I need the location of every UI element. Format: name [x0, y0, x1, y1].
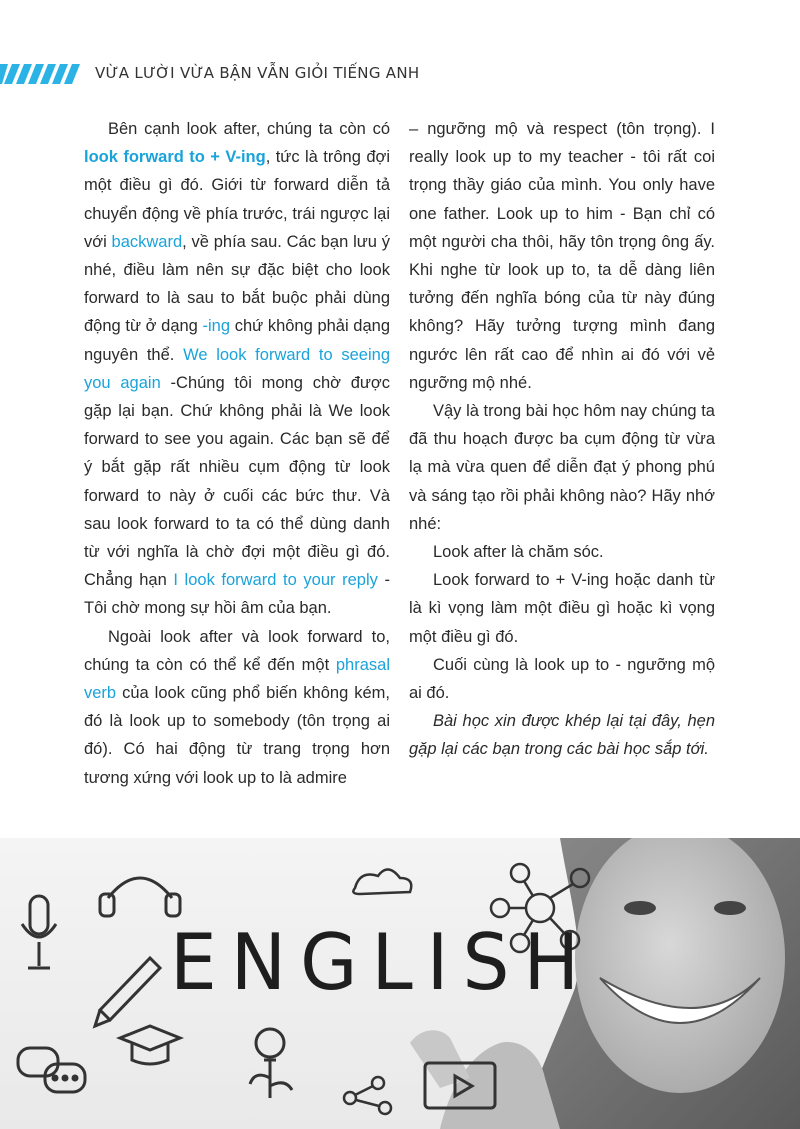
closing-paragraph: Bài học xin được khép lại tại đây, hẹn gặp lại các bạn trong các bài học sắp tới. — [409, 712, 715, 759]
book-title: VỪA LƯỜI VỪA BẬN VẪN GIỎI TIẾNG ANH — [95, 64, 420, 82]
paragraph: Cuối cùng là look up to - ngưỡng mộ ai đó. — [409, 655, 715, 703]
paragraph: Ngoài look after và look forward to, chúng ta còn có thể kể đến một phrasal verb của look cũng phổ biến không kém, đó là look up to somebody (tôn trọng ai đó). Có hai động từ trang trọng hơn tương xứng với look up to là admire — [84, 627, 390, 787]
chat-bubbles-icon — [18, 1048, 85, 1092]
illustration-photo — [0, 838, 800, 1129]
highlight-example: I look forward to your reply — [173, 571, 378, 590]
paragraph: Look after là chăm sóc. — [433, 543, 604, 562]
highlight-phrase: look forward to + V-ing — [84, 148, 266, 167]
highlight-word: backward — [111, 232, 183, 251]
left-column — [84, 115, 390, 792]
english-headline: ENGLISH — [170, 917, 594, 1009]
lightbulb-icon — [250, 1029, 292, 1098]
share-icon — [344, 1077, 391, 1114]
paragraph: – ngưỡng mộ và respect (tôn trọng). I really look up to my teacher - tôi rất coi trọng thầy giáo của mình. You only have one father. Look up to him - Bạn chỉ có một người cha thôi, hãy tôn trọng ông ấy. Khi nghe từ look up to, ta dễ dàng liên tưởng đến nghĩa bóng của từ này đúng không? Hãy tưởng tượng mình đang ngước lên rất cao để nhìn ai đó với vẻ ngưỡng mộ nhé. — [409, 120, 715, 392]
highlight-term: phrasal verb — [84, 655, 390, 703]
paragraph: Look forward to + V-ing hoặc danh từ là kì vọng làm một điều gì hoặc kì vọng một điều gì đó. — [409, 571, 715, 646]
stripes-decoration — [0, 64, 86, 84]
graduation-cap-icon — [120, 1026, 180, 1064]
microphone-icon — [22, 896, 56, 968]
highlight-suffix: -ing — [202, 317, 231, 336]
pencil-icon — [95, 958, 160, 1026]
highlight-example: We look forward to seeing you again — [84, 345, 390, 392]
paragraph: Bên cạnh look after, chúng ta còn có look forward to + V-ing, tức là trông đợi một điều gì đó. Giới từ forward diễn tả chuyển động về phía trước, trái ngược lại với backward, về phía sau. Các bạn lưu ý nhé, điều làm nên sự đặc biệt cho look forward to là sau to bắt buộc phải dùng động từ ở dạng -ing chứ không phải dạng nguyên thể. We look forward to seeing you again -Chúng tôi mong chờ được gặp lại bạn. Chứ không phải là We look forward to see you again. Các bạn sẽ để ý bắt gặp rất nhiều cụm động từ look forward to này ở cuối các bức thư. Và sau look forward to ta có thể dùng danh từ với nghĩa là chờ đợi một điều gì đó. Chẳng hạn I look forward to your reply - Tôi chờ mong sự hồi âm của bạn. — [84, 120, 391, 618]
cloud-icon — [353, 869, 411, 894]
headphones-icon — [100, 878, 180, 916]
paragraph: Vậy là trong bài học hôm nay chúng ta đã thu hoạch được ba cụm động từ vừa lạ mà vừa quen để diễn đạt ý phong phú và sáng tạo rồi phải không nào? Hãy nhớ nhé: — [409, 402, 715, 533]
running-header — [0, 58, 800, 88]
right-column — [409, 115, 715, 764]
